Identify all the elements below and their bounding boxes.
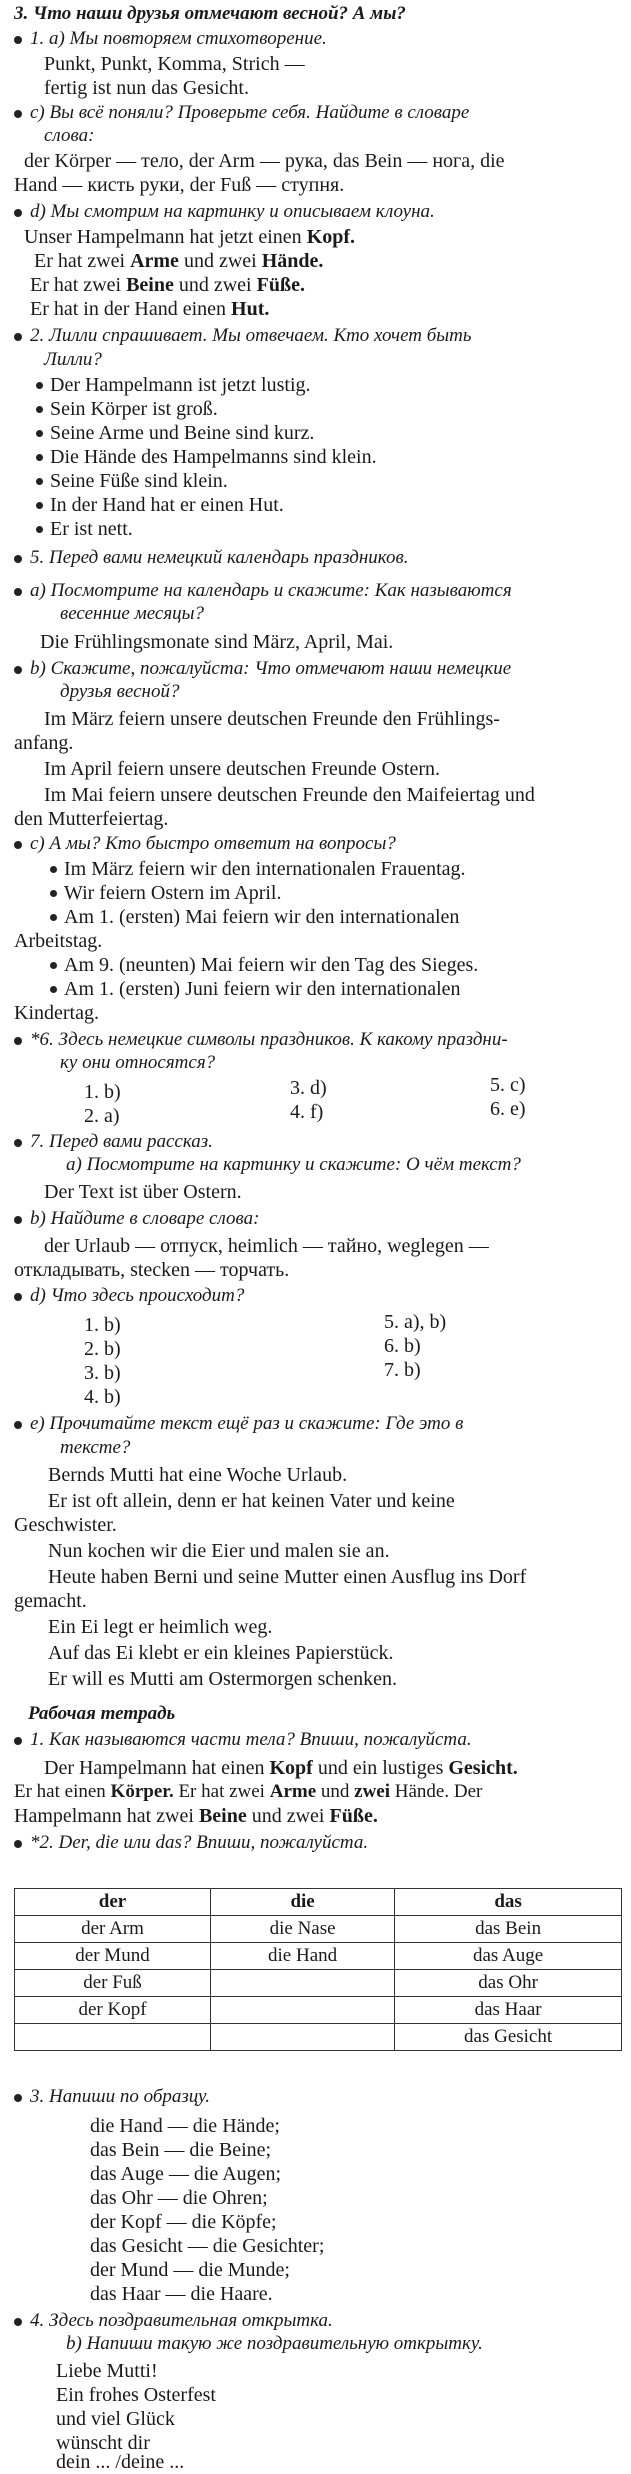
table-row	[15, 1916, 622, 1943]
bullet-icon	[50, 986, 57, 993]
answer-item: 5. a), b)	[384, 1311, 447, 1333]
task-heading: 7. Перед вами рассказ.	[30, 1131, 213, 1152]
task-heading: c) А мы? Кто быстро ответит на вопросы?	[30, 833, 396, 854]
answer-item: 1. b)	[84, 1314, 121, 1336]
poem-line: fertig ist nun das Gesicht.	[44, 77, 249, 99]
answer-item: 6. e)	[490, 1098, 526, 1120]
answer-item: 2. b)	[84, 1338, 121, 1360]
bullet-icon	[14, 555, 22, 563]
answer-line: Wir feiern Ostern im April.	[64, 882, 282, 904]
answer-line: Auf das Ei klebt er ein kleines Papierstück.	[48, 1642, 394, 1664]
postcard-line: Ein frohes Osterfest	[56, 2384, 216, 2406]
table-row	[15, 1997, 622, 2024]
bullet-icon	[14, 588, 22, 596]
table-cell	[211, 2024, 395, 2051]
answer-line: In der Hand hat er einen Hut.	[50, 494, 284, 516]
answer-line: Im April feiern unsere deutschen Freunde Ostern.	[44, 758, 440, 780]
answer-line: Er will es Mutti am Ostermorgen schenken.	[48, 1668, 398, 1690]
bullet-icon	[14, 2318, 22, 2326]
answer-line: Im März feiern wir den internationalen Frauentag.	[64, 858, 466, 880]
postcard-line: wünscht dir	[56, 2432, 150, 2454]
answer-line: Er ist oft allein, denn er hat keinen Vater und keine	[48, 1490, 455, 1512]
table-cell: die Hand	[211, 1943, 395, 1970]
bullet-icon	[50, 866, 57, 873]
answer-line: Der Hampelmann ist jetzt lustig.	[50, 374, 311, 396]
task-heading: ку они относятся?	[60, 1052, 216, 1073]
bullet-icon	[36, 502, 43, 509]
answer-line: Am 1. (ersten) Juni feiern wir den internationalen	[64, 978, 461, 1000]
answer-line: Seine Arme und Beine sind kurz.	[50, 422, 315, 444]
answer-line: Unser Hampelmann hat jetzt einen Kopf.	[24, 226, 356, 248]
table-cell: das Auge	[395, 1943, 622, 1970]
table-cell	[211, 1997, 395, 2024]
task-heading: a) Посмотрите на картинку и скажите: О чём текст?	[66, 1154, 521, 1175]
task-heading: друзья весной?	[60, 681, 180, 702]
answer-line: Seine Füße sind klein.	[50, 470, 228, 492]
table-header: die	[211, 1889, 395, 1916]
bullet-icon	[14, 209, 22, 217]
answer-line: das Bein — die Beine;	[90, 2139, 272, 2161]
vocab-line: Hand — кисть руки, der Fuß — ступня.	[14, 174, 345, 196]
table-cell	[211, 1970, 395, 1997]
answer-line: Der Hampelmann hat einen Kopf und ein lustiges Gesicht.	[44, 1757, 518, 1779]
answer-line: Kindertag.	[14, 1002, 99, 1024]
answer-item: 1. b)	[84, 1081, 121, 1103]
task-heading: слова:	[44, 125, 95, 146]
table-cell: das Ohr	[395, 1970, 622, 1997]
answer-line: der Mund — die Munde;	[90, 2259, 290, 2281]
poem-line: Punkt, Punkt, Komma, Strich —	[44, 53, 305, 75]
task-heading: 1. a) Мы повторяем стихотворение.	[30, 28, 327, 49]
bullet-icon	[14, 841, 22, 849]
articles-table	[14, 1888, 622, 2051]
bullet-icon	[14, 666, 22, 674]
postcard-line: dein ... /deine ...	[56, 2451, 185, 2473]
section-3-title: 3. Что наши друзья отмечают весной? А мы?	[14, 3, 406, 24]
answer-line: das Gesicht — die Gesichter;	[90, 2235, 325, 2257]
bullet-icon	[36, 454, 43, 461]
task-heading: 1. Как называются части тела? Впиши, пожалуйста.	[30, 1729, 472, 1750]
table-cell: der Kopf	[15, 1997, 211, 2024]
task-heading: d) Что здесь происходит?	[30, 1285, 245, 1306]
bullet-icon	[14, 36, 22, 44]
answer-item: 4. b)	[84, 1386, 121, 1408]
table-header: das	[395, 1889, 622, 1916]
answer-line: gemacht.	[14, 1590, 87, 1612]
bullet-icon	[14, 1139, 22, 1147]
answer-line: Heute haben Berni und seine Mutter einen Ausflug ins Dorf	[48, 1566, 527, 1588]
answer-line: Im März feiern unsere deutschen Freunde den Frühlings-	[44, 708, 500, 730]
bullet-icon	[50, 914, 57, 921]
answer-item: 7. b)	[384, 1359, 421, 1381]
answer-line: Am 1. (ersten) Mai feiern wir den internationalen	[64, 906, 460, 928]
bullet-icon	[14, 333, 22, 341]
bullet-icon	[14, 2094, 22, 2102]
bullet-icon	[14, 1421, 22, 1429]
bullet-icon	[36, 382, 43, 389]
bullet-icon	[50, 890, 57, 897]
table-cell: die Nase	[211, 1916, 395, 1943]
bullet-icon	[14, 1737, 22, 1745]
answer-line: Arbeitstag.	[14, 930, 103, 952]
table-cell: das Bein	[395, 1916, 622, 1943]
answer-line: Ein Ei legt er heimlich weg.	[48, 1616, 273, 1638]
table-cell: das Gesicht	[395, 2024, 622, 2051]
answer-item: 3. d)	[290, 1077, 327, 1099]
task-heading: 2. Лилли спрашивает. Мы отвечаем. Кто хочет быть	[30, 325, 472, 346]
task-heading: c) Вы всё поняли? Проверьте себя. Найдите в словаре	[30, 102, 470, 123]
task-heading: Лилли?	[44, 349, 102, 370]
vocab-line: der Körper — тело, der Arm — рука, das Bein — нога, die	[24, 150, 505, 172]
answer-line: Bernds Mutti hat eine Woche Urlaub.	[48, 1464, 348, 1486]
table-cell: der Fuß	[15, 1970, 211, 1997]
table-cell: der Mund	[15, 1943, 211, 1970]
table-header: der	[15, 1889, 211, 1916]
task-heading: e) Прочитайте текст ещё раз и скажите: Где это в	[30, 1413, 464, 1434]
bullet-icon	[14, 1037, 22, 1045]
postcard-line: Liebe Mutti!	[56, 2360, 158, 2382]
bullet-icon	[14, 1840, 22, 1848]
answer-line: Er hat zwei Arme und zwei Hände.	[34, 250, 324, 272]
answer-item: 3. b)	[84, 1362, 121, 1384]
task-heading: a) Посмотрите на календарь и скажите: Как называются	[30, 580, 512, 601]
answer-line: die Hand — die Hände;	[90, 2115, 280, 2137]
bullet-icon	[14, 1216, 22, 1224]
task-heading: b) Напиши такую же поздравительную открытку.	[66, 2333, 483, 2354]
answer-line: Er hat einen Körper. Er hat zwei Arme und zwei Hände. Der	[14, 1781, 483, 1802]
answer-line: Er ist nett.	[50, 518, 133, 540]
answer-line: der Kopf — die Köpfe;	[90, 2211, 277, 2233]
answer-line: das Haar — die Haare.	[90, 2283, 273, 2305]
task-heading: d) Мы смотрим на картинку и описываем клоуна.	[30, 201, 435, 222]
bullet-icon	[14, 1293, 22, 1301]
answer-line: Hampelmann hat zwei Beine und zwei Füße.	[14, 1805, 378, 1827]
task-heading: *2. Der, die или das? Впиши, пожалуйста.	[30, 1832, 369, 1853]
task-heading: весенние месяцы?	[60, 603, 205, 624]
workbook-heading: Рабочая тетрадь	[28, 1703, 176, 1724]
answer-line: Im Mai feiern unsere deutschen Freunde den Maifeiertag und	[44, 784, 535, 806]
answer-line: Die Frühlingsmonate sind März, April, Mai.	[40, 631, 394, 653]
answer-line: Er hat in der Hand einen Hut.	[30, 298, 270, 320]
answer-line: Am 9. (neunten) Mai feiern wir den Tag des Sieges.	[64, 954, 479, 976]
table-row	[15, 1943, 622, 1970]
task-heading: 5. Перед вами немецкий календарь праздников.	[30, 547, 409, 568]
postcard-line: und viel Glück	[56, 2408, 175, 2430]
answer-line: das Ohr — die Ohren;	[90, 2187, 268, 2209]
answer-line: den Mutterfeiertag.	[14, 808, 169, 830]
task-heading: 3. Напиши по образцу.	[30, 2086, 211, 2107]
task-heading: *6. Здесь немецкие символы праздников. К какому праздни-	[30, 1029, 508, 1050]
answer-line: Sein Körper ist groß.	[50, 398, 218, 420]
bullet-icon	[36, 478, 43, 485]
vocab-line: откладывать, stecken — торчать.	[14, 1259, 290, 1281]
table-cell: der Arm	[15, 1916, 211, 1943]
table-header-row	[15, 1889, 622, 1916]
answer-line: anfang.	[14, 732, 74, 754]
table-row	[15, 1970, 622, 1997]
answer-line: Er hat zwei Beine und zwei Füße.	[30, 274, 305, 296]
answer-line: Geschwister.	[14, 1514, 117, 1536]
vocab-line: der Urlaub — отпуск, heimlich — тайно, weglegen —	[44, 1235, 489, 1257]
table-row	[15, 2024, 622, 2051]
table-cell	[15, 2024, 211, 2051]
answer-line: das Auge — die Augen;	[90, 2163, 282, 2185]
answer-item: 6. b)	[384, 1335, 421, 1357]
bullet-icon	[36, 526, 43, 533]
table-cell: das Haar	[395, 1997, 622, 2024]
bullet-icon	[36, 406, 43, 413]
answer-item: 4. f)	[290, 1101, 324, 1123]
task-heading: 4. Здесь поздравительная открытка.	[30, 2310, 333, 2331]
bullet-icon	[36, 430, 43, 437]
bullet-icon	[50, 962, 57, 969]
task-heading: тексте?	[60, 1437, 131, 1458]
task-heading: b) Найдите в словаре слова:	[30, 1208, 260, 1229]
task-heading: b) Скажите, пожалуйста: Что отмечают наши немецкие	[30, 658, 512, 679]
answer-item: 2. a)	[84, 1105, 120, 1127]
answer-line: Nun kochen wir die Eier und malen sie an.	[48, 1540, 390, 1562]
answer-item: 5. c)	[490, 1074, 526, 1096]
answer-line: Die Hände des Hampelmanns sind klein.	[50, 446, 377, 468]
bullet-icon	[14, 110, 22, 118]
answer-line: Der Text ist über Ostern.	[44, 1181, 242, 1203]
